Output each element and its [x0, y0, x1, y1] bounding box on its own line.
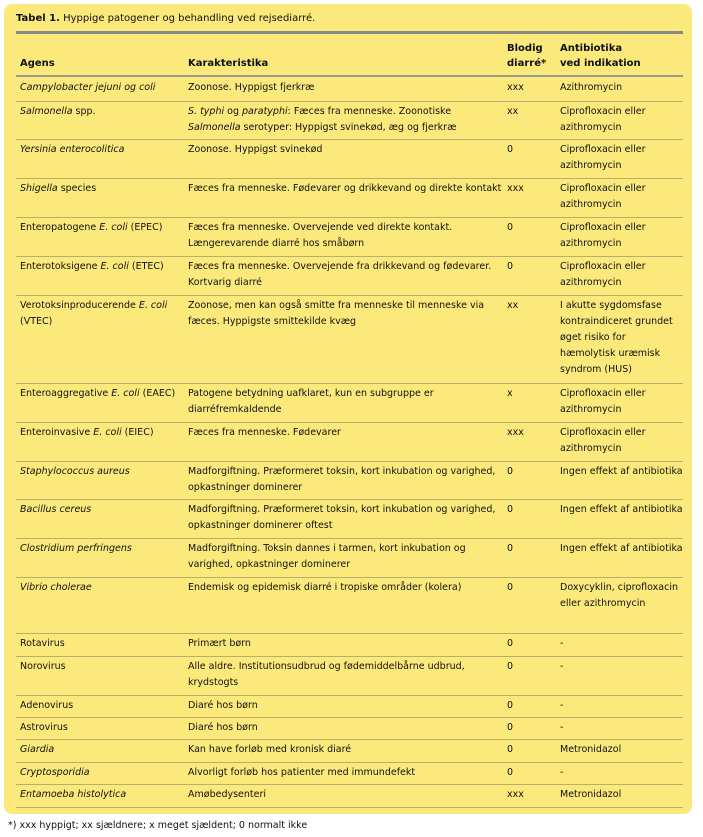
cell-antibiotika: - [560, 638, 564, 649]
caption-rule [16, 31, 683, 34]
header-antibiotika-line2: ved indikation [560, 58, 641, 69]
row-divider [16, 461, 683, 462]
cell-karakteristika: Alvorligt forløb hos patienter med immundefekt [188, 767, 416, 778]
cell-blodig-diarre: xx [507, 106, 519, 117]
cell-agens: Vibrio cholerae [20, 582, 92, 593]
cell-agens: Clostridium perfringens [20, 543, 132, 554]
cell-karakteristika: Diaré hos børn [188, 722, 258, 733]
row-divider [16, 717, 683, 718]
cell-agens: Entamoeba histolytica [20, 789, 127, 800]
cell-agens: Shigella species [20, 183, 97, 194]
cell-agens: Verotoksinproducerende E. coli (VTEC) [20, 300, 168, 327]
cell-blodig-diarre: xx [507, 300, 519, 311]
cell-agens: Enteroaggregative E. coli (EAEC) [20, 388, 176, 399]
cell-agens: Enterotoksigene E. coli (ETEC) [20, 261, 164, 272]
cell-karakteristika: Fæces fra menneske. Overvejende ved direkte kontakt. Længerevarende diarré hos småbørn [188, 222, 453, 249]
cell-agens: Giardia [20, 744, 55, 755]
row-divider [16, 101, 683, 102]
cell-agens: Salmonella spp. [20, 106, 96, 117]
cell-antibiotika: Ciprofloxacin eller azithromycin [560, 388, 646, 415]
cell-blodig-diarre: xxx [507, 789, 524, 800]
cell-blodig-diarre: 0 [507, 767, 514, 778]
cell-karakteristika: S. typhi og paratyphi: Fæces fra menneske. Zoonotiske Salmonella serotyper: Hyppigst svinekød, æg og fjerkræ [188, 106, 457, 133]
row-divider [16, 633, 683, 634]
cell-karakteristika: Alle aldre. Institutionsudbrud og fødemiddelbårne udbrud, krydstogts [188, 661, 465, 688]
cell-antibiotika: Ciprofloxacin eller azithromycin [560, 222, 646, 249]
cell-antibiotika: Doxycyklin, ciprofloxacin eller azithromycin [560, 582, 678, 609]
header-blodig [507, 41, 546, 71]
cell-karakteristika: Madforgiftning. Præformeret toksin, kort inkubation og varighed, opkastninger dominerer oftest [188, 504, 496, 531]
row-divider [16, 695, 683, 696]
cell-antibiotika: - [560, 700, 564, 711]
cell-antibiotika: Ciprofloxacin eller azithromycin [560, 427, 646, 454]
cell-antibiotika: I akutte sygdomsfase kontraindiceret grundet øget risiko for hæmolytisk uræmisk syndrom (HUS) [560, 300, 673, 375]
cell-agens: Norovirus [20, 661, 66, 672]
row-divider [16, 807, 683, 808]
cell-blodig-diarre: xxx [507, 183, 524, 194]
cell-agens: Staphylococcus aureus [20, 466, 130, 477]
header-agens: Agens [20, 58, 55, 69]
header-blodig-line2: diarré* [507, 58, 547, 69]
caption-text: Hyppige patogener og behandling ved rejsediarré. [59, 13, 316, 24]
cell-blodig-diarre: xxx [507, 427, 524, 438]
footnote: *) xxx hyppigt; xx sjældnere; x meget sjældent; 0 normalt ikke [8, 820, 308, 831]
header-karakteristika: Karakteristika [188, 58, 269, 69]
row-divider [16, 499, 683, 500]
cell-antibiotika: Ciprofloxacin eller azithromycin [560, 106, 646, 133]
cell-agens: Yersinia enterocolitica [20, 144, 125, 155]
row-divider [16, 256, 683, 257]
cell-blodig-diarre: x [507, 388, 513, 399]
cell-antibiotika: Ciprofloxacin eller azithromycin [560, 144, 646, 171]
table-caption [16, 12, 315, 26]
cell-blodig-diarre: 0 [507, 744, 514, 755]
cell-antibiotika: - [560, 722, 564, 733]
cell-blodig-diarre: 0 [507, 582, 514, 593]
caption-label: Tabel 1. [16, 13, 60, 24]
header-antibiotika-line1: Antibiotika [560, 43, 623, 54]
cell-karakteristika: Endemisk og epidemisk diarré i tropiske områder (kolera) [188, 582, 462, 593]
header-antibiotika [560, 41, 641, 71]
header-blodig-line1: Blodig [507, 43, 543, 54]
cell-agens: Bacillus cereus [20, 504, 92, 515]
row-divider [16, 295, 683, 296]
row-divider [16, 217, 683, 218]
cell-blodig-diarre: 0 [507, 144, 514, 155]
cell-blodig-diarre: 0 [507, 222, 514, 233]
row-divider [16, 739, 683, 740]
cell-agens: Astrovirus [20, 722, 68, 733]
cell-blodig-diarre: 0 [507, 261, 514, 272]
row-divider [16, 656, 683, 657]
cell-agens: Enteroinvasive E. coli (EIEC) [20, 427, 154, 438]
cell-blodig-diarre: 0 [507, 638, 514, 649]
cell-antibiotika: Ciprofloxacin eller azithromycin [560, 183, 646, 210]
row-divider [16, 762, 683, 763]
cell-karakteristika: Madforgiftning. Toksin dannes i tarmen, kort inkubation og varighed, opkastninger dominerer [188, 543, 466, 570]
cell-blodig-diarre: 0 [507, 466, 514, 477]
row-divider [16, 422, 683, 423]
cell-agens: Enteropatogene E. coli (EPEC) [20, 222, 163, 233]
row-divider [16, 784, 683, 785]
cell-karakteristika: Fæces fra menneske. Fødevarer og drikkevand og direkte kontakt [188, 183, 502, 194]
cell-antibiotika: Ingen effekt af antibiotika [560, 543, 683, 554]
cell-antibiotika: Metronidazol [560, 789, 622, 800]
cell-antibiotika: Azithromycin [560, 82, 623, 93]
cell-antibiotika: - [560, 767, 564, 778]
row-divider [16, 538, 683, 539]
cell-karakteristika: Fæces fra menneske. Overvejende fra drikkevand og fødevarer. Kortvarig diarré [188, 261, 492, 288]
cell-blodig-diarre: 0 [507, 722, 514, 733]
cell-agens: Cryptosporidia [20, 767, 90, 778]
row-divider [16, 178, 683, 179]
cell-blodig-diarre: 0 [507, 700, 514, 711]
cell-blodig-diarre: 0 [507, 661, 514, 672]
cell-karakteristika: Madforgiftning. Præformeret toksin, kort inkubation og varighed, opkastninger dominerer [188, 466, 496, 493]
cell-karakteristika: Primært børn [188, 638, 251, 649]
row-divider [16, 577, 683, 578]
cell-karakteristika: Zoonose. Hyppigst svinekød [188, 144, 323, 155]
table-panel [4, 4, 692, 814]
row-divider [16, 139, 683, 140]
cell-karakteristika: Kan have forløb med kronisk diaré [188, 744, 352, 755]
cell-karakteristika: Amøbedysenteri [188, 789, 267, 800]
row-divider [16, 383, 683, 384]
cell-karakteristika: Fæces fra menneske. Fødevarer [188, 427, 341, 438]
cell-agens: Campylobacter jejuni og coli [20, 82, 156, 93]
cell-karakteristika: Patogene betydning uafklaret, kun en subgruppe er diarréfremkaldende [188, 388, 434, 415]
cell-agens: Adenovirus [20, 700, 74, 711]
cell-antibiotika: Ingen effekt af antibiotika [560, 466, 683, 477]
cell-antibiotika: - [560, 661, 564, 672]
cell-karakteristika: Zoonose, men kan også smitte fra menneske til menneske via fæces. Hyppigste smittekilde kvæg [188, 300, 485, 327]
cell-blodig-diarre: 0 [507, 543, 514, 554]
cell-antibiotika: Ingen effekt af antibiotika [560, 504, 683, 515]
cell-antibiotika: Ciprofloxacin eller azithromycin [560, 261, 646, 288]
cell-blodig-diarre: xxx [507, 82, 524, 93]
header-rule [16, 75, 683, 77]
cell-agens: Rotavirus [20, 638, 65, 649]
cell-blodig-diarre: 0 [507, 504, 514, 515]
cell-karakteristika: Zoonose. Hyppigst fjerkræ [188, 82, 315, 93]
cell-antibiotika: Metronidazol [560, 744, 622, 755]
cell-karakteristika: Diaré hos børn [188, 700, 258, 711]
